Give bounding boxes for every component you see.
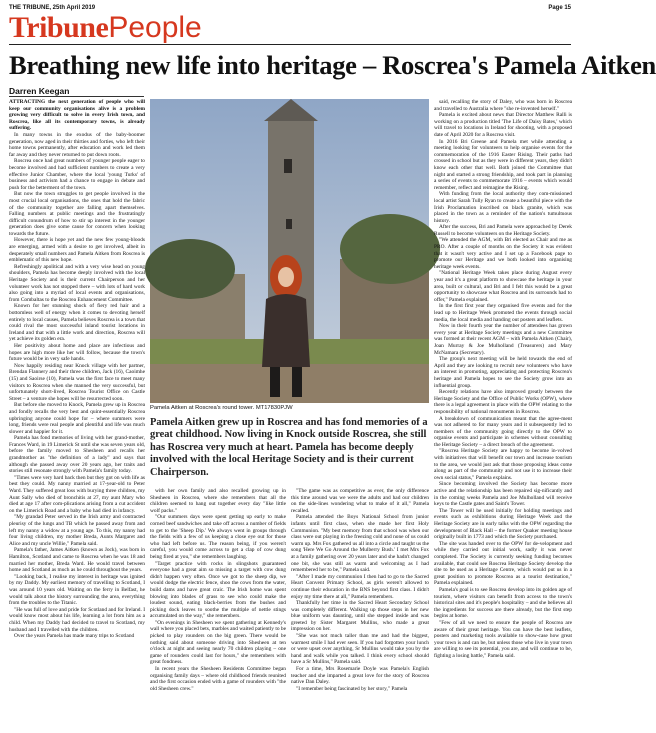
article-photo: [150, 99, 429, 403]
paragraph: "Target practice with rocks in slingshots guaranteed everyone had a great aim so missing a target with cow dung didn't happen very often. Once we got to the sheep dip, we would dodge the electric fence, shoo the cows from the water, build dams and have great craic. The Irish home was spent blowing into blades of grass to see who could make the loudest sound, eating black-berries from the bushes and picking dock leaves to soothe the multiple of nettle stings accumulated on the way," she remembers.: [150, 560, 286, 620]
article-byline: Darren Keegan: [9, 86, 70, 96]
paragraph: Pamela attended the Boys National School from junior infants until first class, when she made her first Holy Communion. "My best memory from that school was when our class were out playing in the freezing cold and none of us could warm up. Mrs Fox gathered us all into a circle and taught us the song 'Here We Go Around the Mulberry Bush.' I met Mrs Fox at a family gathering over 20 years later and she hadn't changed one bit, she was still as warm and welcoming as I had remembered her to be," Pamela said.: [291, 514, 429, 574]
paragraph: But now the town struggles to get people involved in the most crucial local organisations, the ones that hold the fabric of the community together are falling apart themselves. Falling numbers at public meetings and the frustratingly difficult conundrum of how to stir up interest in the younger generation does give some cause for concern when looking towards the future.: [9, 191, 145, 237]
pull-quote: Pamela Aitken grew up in Roscrea and has fond memories of a great childhood. Now living in Knock outside Roscrea, she still has Roscrea very much at heart. Pamela has become deeply involved with the local Heritage Society and is their current Chairperson.: [150, 417, 428, 478]
paragraph: Now in their fourth year the number of attendees has grown every year at Heritage Society meetings and a new Committee was formed at their recent AGM – with Pamela Aitken (Chair), Joan Murray & Joe Mulholland (Treasurers) and Mary McNamara (Secretary).: [434, 323, 572, 356]
paragraph: "Few of all we need to ensure the people of Roscrea are aware of their great heritage. You can have the best leaflets, posters and marketing tools available to show-case how great your town is and can be, but unless those who live in your town are willing to see its potential, you are, and will continue to be, fighting a losing battle," Pamela said.: [434, 619, 572, 659]
photo-caption: Pamela Aitken at Roscrea's round tower. MT17830PJW: [150, 405, 293, 411]
article-column-3: [291, 488, 429, 728]
paragraph: "National Heritage Week takes place during August every year and it's a great platform to showcase the heritage in your area, built or cultural, and Bri and I felt this would be a great opportunity to showcase what Roscrea and its surrounds had to offer," Pamela explained.: [434, 270, 572, 303]
paragraph: With funding from the local authority they com-missioned local artist Sarah Tully Ryan to create a beautiful piece with the Irish Proclamation inscribed on black granite, which was placed in the town as a reminder of the nation's tumultuous history.: [434, 191, 572, 224]
article-column-4: [434, 99, 572, 728]
paragraph: "She was not much taller than me and had the biggest, warmest smile I had ever seen. If you had forgotten your lunch or were upset over anything, Sr Mullins would take you by the hand and walk while you talked. I think every school should have a Sr Mullins," Pamela said.: [291, 633, 429, 666]
article-headline: Breathing new life into heritage – Roscrea's Pamela Aitken: [9, 50, 656, 80]
paragraph: Over the years Pamela has made many trips to Scotland: [14, 633, 135, 640]
paragraph: "We attended the AGM, with Bri elected as Chair and me as PRO. After a couple of months on the Society it was evident that it wasn't very active and I set up a Facebook page to promote our Heritage and we both looked into organising heritage week events.: [434, 237, 572, 270]
paragraph: In 2016 Bri Greene and Pamela met while attending a meeting looking for volunteers to help organise events for the commemoration of the 1916 Easter Rising. Their paths had crossed in school but as they were in different years, they didn't know each other that well. Both joined the Committee that night and started a strong friendship, and took part in planning a series of events to commemorate 1916 – events which would remember, reflect and reimagine the Rising.: [434, 138, 572, 191]
paragraph: Pamela has fond memories of living with her grand-mother, Frances Ward, in 19 Limerick St until she was seven years old, before the family moved to Shesheen and recalls her grandmother as "the definition of a lady" and says that although she passed away over 20 years ago, her traits and stories still resonate strongly with Pamela's family today.: [9, 435, 145, 475]
article-column-1: [9, 99, 145, 727]
paragraph: Since becoming involved the Society has become more active and the relationship has been repaired sig-nificantly and in the coming weeks Pamela and Joe Mulholland will receive keys to the Castle gates and Saint's Tower.: [434, 481, 572, 508]
paragraph: "My grandad Peter served in the Irish army and contracted pleurisy of the lungs and TB which he passed away from and left my nanny a widow at a young age. To this, my nanny had four living children, my mother Breda, Aunts Margaret and Alice and my uncle Willie," Pamela said.: [9, 514, 145, 547]
paragraph: In recent years the Shesheen Residents Committee began organising family days – where old childhood friends reunited and the first occasion ended with a game of rounders with "the old Shesheen crew.": [150, 666, 286, 692]
paragraph: with her own family and also recalled growing up in Shesheen in Roscrea, where she remembers that all the children seemed to hang out together every day "like little wolf packs.": [150, 488, 286, 514]
paragraph: For a time, Mrs Rosemarie Doyle was Pamela's English teacher and she imparted a great love for the story of Roscrea native Dan Daley.: [291, 666, 429, 686]
paragraph: "Our summers days were spent getting up early to make corned beef sandwiches and take off across a number of fields to get to the 'Sheep Dip.' We always went in groups through the fields with a few of us keeping a close eye out for those who had left before us. The reason being, if you weren't careful, you would come across to get a clap of cow dung being fired at you," she remembers laughing.: [150, 514, 286, 560]
paragraph: Thankfully her time in the Sacred Heart Secondary School was completely different. Walking up those steps in her new blue uniform was daunting, until she stepped inside and was greeted by Sister Margaret Mullins, who made a great impression on her.: [291, 600, 429, 633]
paragraph: "Times were very hard back then but they got on with life as best they could. My nanny married at 17-year-old to Peter Ward. They suffered great loss with burying three children, my Aunt Sally who died of bronchitis at 27, my aunt Mary who died at age 17 after com-plications arising from a cut accident on the Limerick Road and a baby who had died in infancy.: [9, 474, 145, 514]
page-number: Page 15: [548, 4, 571, 11]
paragraph: Recently relations have also improved greatly between the Heritage Society and the Office of Public Works (OPW), where there is a legal agreement in place with the OPW relating to the responsibility of national monuments in Roscrea.: [434, 389, 572, 415]
paragraph: But before she moved to Knock, Pamela grew up in Roscrea and fondly recalls the very best and quint-essentially Roscrea upbringing anyone could hope for – where summers were long, friends were real people and plentiful and life was much slower and happier for it.: [9, 402, 145, 435]
paragraph: Roscrea once had great numbers of younger people eager to become involved and had sufficient numbers to create a very effective Junior Chamber, where the local 'young Turks' of business and activism had a chance to engage in debate and push for the betterment of the town.: [9, 158, 145, 191]
paragraph: The site was handed over to the OPW for de-velopment and while they carried out initial work, sadly it was never completed. The Society is currently seeking funding becomes available, that could see Roscrea Heritage Society develop the site to be used as a Heritage Centre, which would put us in a great position to promote Roscrea as a tourist destination," Pamela explained.: [434, 540, 572, 587]
article-column-2: [150, 488, 286, 728]
paragraph: "On evenings in Shesheen we spent gathering at Kennedy's wall where you placed bets, marbles and waited patiently to be picked to play rounders on the big green. There would be nothing said about someone driving into Shesheen at ten o'clock at night and seeing nearly 70 children playing – one game of rounders could last for hours," she remembers with great fondness.: [150, 619, 286, 666]
paragraph: "He was full of love and pride for Scotland and for Ireland. I would know most about his life, learning a lot from him as a child. When my Daddy had decided to travel to Scotland, my husband and I travelled with the children.: [9, 606, 145, 633]
paragraph: A breakdown of communication meant that the agree-ment was not adhered to for many years and it subsequently led to members of the community going directly to the OPW to organise events and participate in schemes without consulting the Heritage Society – a direct breach of the agreement.: [434, 415, 572, 448]
issue-date: THE TRIBUNE, 25th April 2019: [9, 4, 96, 11]
section-masthead: [9, 12, 571, 45]
paragraph: "Roscrea Heritage Society are happy to become in-volved with initiatives that will benefit our town and increase tourism to the area, we would just ask that those proposing ideas come along as part of the community and not use it to increase their own social status," Pamela explains.: [434, 448, 572, 481]
paragraph: said, recalling the story of Daley, who was born in Roscrea and travelled to Australia where "she re-invented herself.": [434, 99, 572, 112]
paragraph: The Tower will be used initially for holding meetings and events such as exhibitions during Heritage Week and the Heritage Society are in early talks with the OPW regarding the development of Black Hall – the former Quaker meeting house originally built in 1773 and which the Society purchased.: [434, 507, 572, 541]
paragraph: "I remember being fascinated by her story," Pamela: [296, 685, 408, 692]
paragraph: Her positivity about home and place are infectious and hopes are high more like her will follow, because the town's future would be in very safe hands.: [9, 342, 145, 363]
paragraph: Pamela's father, James Aitken (known as Jock), was born in Hamilton, Scotland and came to Roscrea when he was 18 and married her mother, Breda Ward. He would travel between home and Scotland as much as he could throughout the years.: [9, 547, 145, 574]
paragraph: ATTRACTING the next generation of people who will keep our community organisations alive is a problem growing very difficult to solve in every Irish town, and Roscrea, like all its contemporary towns, is already suffering.: [9, 99, 145, 132]
photo-illustration: [150, 99, 429, 403]
paragraph: Pamela is excited about news that Director Matthew Ralli is working on a production titled 'The Life of Daisy Bates,' which will travel to locations in Ireland for shooting, with a proposed date of April 2020 for a Roscrea visit.: [434, 112, 572, 138]
paragraph: After the success, Bri and Pamela were approached by Derek Russell to become volunteers on the Heritage Society.: [434, 224, 572, 237]
paragraph: In many towns in the exodus of the baby-boomer generation, now aged in their thirties and forties, who left their home towns permanently, after education and work led them far away and they never returned to put down roots.: [9, 131, 145, 158]
paragraph: Pamela's goal is to see Roscrea develop into its golden age of tourism, where visitors can benefit from access to the town's historical sites and it's people's hospitality – and she believes all the ingredients for success are there already, but the first step begins at home.: [434, 586, 572, 620]
masthead-tribune: Tribune: [9, 11, 109, 44]
masthead-people: People: [108, 11, 202, 44]
paragraph: In the first first year they organised five events and for the lead up to Heritage Week promoted the events through social media, the local media and handing out posters and leaflets.: [434, 303, 572, 323]
paragraph: However, there is hope yet and the new few young-bloods are emerging, armed with a desire to get involved, albeit in desperately small numbers and Pamela Aitken from Roscrea is emblematic of this new hope.: [9, 237, 145, 264]
byline-rule: [9, 96, 144, 97]
paragraph: Now happily residing near Knock village with her partner, Brendan Flannery and their three children, Jack (16), Caoimhe (15) and Saoirse (10), Pamela was the first face to meet many visitors to Roscrea when she manned the very successful, but unfortunately short-lived, Roscrea Tourist Office on Castle Street – a venture she hopes will be resurrected soon.: [9, 362, 145, 402]
paragraph: "After I made my communion I then had to go to the Sacred Heart Convent Primary School, as girls weren't allowed to continue their education in the BNS beyond first class. I didn't enjoy my time there at all," Pamela remembers.: [291, 573, 429, 600]
paragraph: Known for her stunning shock of fiery red hair and a bottomless well of energy when it comes to devoting herself entirely to local causes, Pamela believes Roscrea is a town that could rival the most successful inland tourist locations in Ireland and that with a little work and direction, Roscrea will yet achieve its golden era.: [9, 303, 145, 343]
paragraph: "The game was as competitive as ever, the only difference this time around was we were the adults and had our children on the side-lines wondering what to make of it all," Pamela recalled.: [291, 488, 429, 514]
paragraph: The group's next meeting will be held towards the end of April and they are looking to recruit new volunteers who have an interest in promoting, appreciating and protecting Roscrea's heritage and Pamela hopes to see the Society grow into an influential group.: [434, 356, 572, 389]
paragraph: "Looking back, I realise my interest in heritage was ignited by my Daddy. My earliest memory of travelling to Scotland, I was around 10 years old. Waiting on the ferry in Belfast, he would talk about the history surrounding the area, everything from the troubles to the Titanic.: [9, 573, 145, 607]
paragraph: Refreshingly apolitical and with a very wise head on young shoulders, Pamela has become deeply involved with the local Heritage Society and is their current Chairperson and her volunteer work has not stopped there – with lots of hard work also going into a myriad of local events and organisations, from Combaltas to the Roscrea Enhancement Committee.: [9, 263, 145, 303]
